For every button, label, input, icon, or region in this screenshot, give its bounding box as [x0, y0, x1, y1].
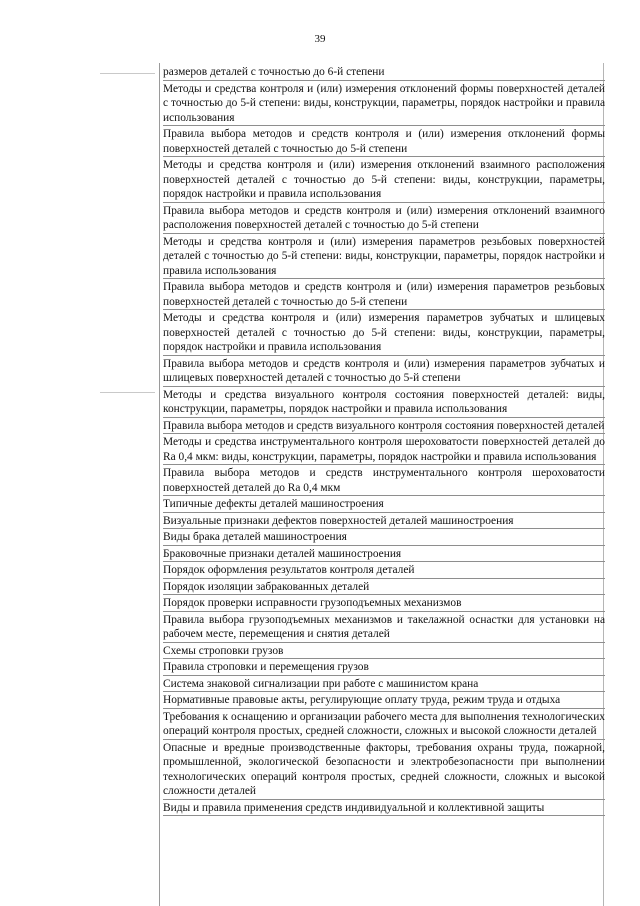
row-text: Правила выбора методов и средств контроля и (или) измерения отклонений взаимного расположения поверхностей деталей с точностью до 5-й степени [163, 204, 605, 231]
row-text: Методы и средства контроля и (или) измерения отклонений взаимного расположения поверхностей деталей с точностью до 5-й степени: виды, конструкции, параметры, порядок настройки и правила использования [163, 159, 605, 200]
table-row [163, 562, 605, 579]
table-row [163, 740, 605, 800]
page-number: 39 [314, 33, 326, 45]
row-text: Методы и средства контроля и (или) измерения параметров резьбовых поверхностей деталей с точностью до 5-й степени: виды, конструкции, параметры, порядок настройки и правила использования [163, 235, 605, 277]
table-row [163, 203, 605, 234]
table-row [163, 279, 605, 310]
row-text: Правила выбора методов и средств визуального контроля состояния поверхностей деталей [163, 419, 605, 432]
row-text: Визуальные признаки дефектов поверхностей деталей машиностроения [163, 514, 514, 527]
table-row [163, 356, 605, 387]
row-text: Правила выбора методов и средств контроля и (или) измерения отклонений формы поверхностей деталей с точностью до 5-й степени [163, 128, 605, 155]
scan-margin-mark [100, 73, 155, 74]
table-row [163, 234, 605, 280]
table-row [163, 709, 605, 740]
table-row [163, 643, 605, 660]
row-text: Порядок изоляции забракованных деталей [163, 580, 370, 593]
table-left-border [159, 63, 160, 906]
row-text: Опасные и вредные производственные факторы, требования охраны труда, пожарной, промышленной, экологической безопасности и электробезопасности при выполнении технологических операций контроля простых, средней сложности, сложных и высокой сложности деталей [163, 741, 605, 797]
table-row [163, 387, 605, 418]
row-text: Правила выбора методов и средств контроля и (или) измерения параметров резьбовых поверхностей деталей с точностью до 5-й степени [163, 281, 605, 308]
table-row [163, 418, 605, 435]
table-row [163, 434, 605, 465]
table-row [163, 595, 605, 612]
table-row [163, 579, 605, 596]
table-row [163, 64, 605, 81]
table-row [163, 310, 605, 356]
row-text: размеров деталей с точностью до 6-й степени [163, 66, 385, 78]
table-row [163, 692, 605, 709]
row-text: Система знаковой сигнализации при работе с машинистом крана [163, 677, 479, 690]
scan-margin-mark [100, 392, 155, 393]
row-text: Методы и средства контроля и (или) измерения параметров зубчатых и шлицевых поверхностей деталей с точностью до 5-й степени: виды, конструкции, параметры, порядок настройки и правила использования [163, 312, 605, 353]
row-text: Правила выбора методов и средств инструментального контроля шероховатости поверхностей деталей до Ra 0,4 мкм [163, 467, 605, 494]
row-text: Правила выбора грузоподъемных механизмов и такелажной оснастки для установки на рабочем месте, перемещения и снятия деталей [163, 613, 605, 640]
table-row [163, 496, 605, 513]
row-text: Типичные дефекты деталей машиностроения [163, 498, 384, 510]
row-text: Виды брака деталей машиностроения [163, 531, 347, 543]
row-text: Браковочные признаки деталей машиностроения [163, 547, 402, 560]
requirements-table-column [163, 64, 605, 816]
row-text: Методы и средства контроля и (или) измерения отклонений формы поверхностей деталей с точностью до 5-й степени: виды, конструкции, параметры, порядок настройки и правила использования [163, 82, 605, 124]
table-row [163, 676, 605, 693]
row-text: Методы и средства инструментального контроля шероховатости поверхностей деталей до Ra 0,4 мкм: виды, конструкции, параметры, порядок настройки и правила использования [163, 436, 605, 463]
row-text: Схемы строповки грузов [163, 644, 284, 657]
row-text: Правила строповки и перемещения грузов [163, 661, 369, 673]
row-text: Порядок оформления результатов контроля деталей [163, 564, 415, 576]
row-text: Порядок проверки исправности грузоподъемных механизмов [163, 597, 462, 609]
table-row [163, 513, 605, 530]
table-row [163, 465, 605, 496]
table-row [163, 546, 605, 563]
table-row [163, 157, 605, 203]
table-row [163, 529, 605, 546]
table-row [163, 612, 605, 643]
row-text: Виды и правила применения средств индивидуальной и коллективной защиты [163, 801, 545, 814]
table-row [163, 659, 605, 676]
row-text: Методы и средства визуального контроля состояния поверхностей деталей: виды, конструкции, параметры, порядок настройки и правила использования [163, 388, 605, 415]
table-row [163, 800, 605, 817]
table-row [163, 81, 605, 127]
row-text: Нормативные правовые акты, регулирующие оплату труда, режим труда и отдыха [163, 694, 561, 706]
row-text: Правила выбора методов и средств контроля и (или) измерения параметров зубчатых и шлицевых поверхностей деталей с точностью до 5-й степени [163, 357, 605, 384]
table-row [163, 126, 605, 157]
row-text: Требования к оснащению и организации рабочего места для выполнения технологических операций контроля простых, средней сложности, сложных и высокой сложности деталей [163, 710, 605, 737]
